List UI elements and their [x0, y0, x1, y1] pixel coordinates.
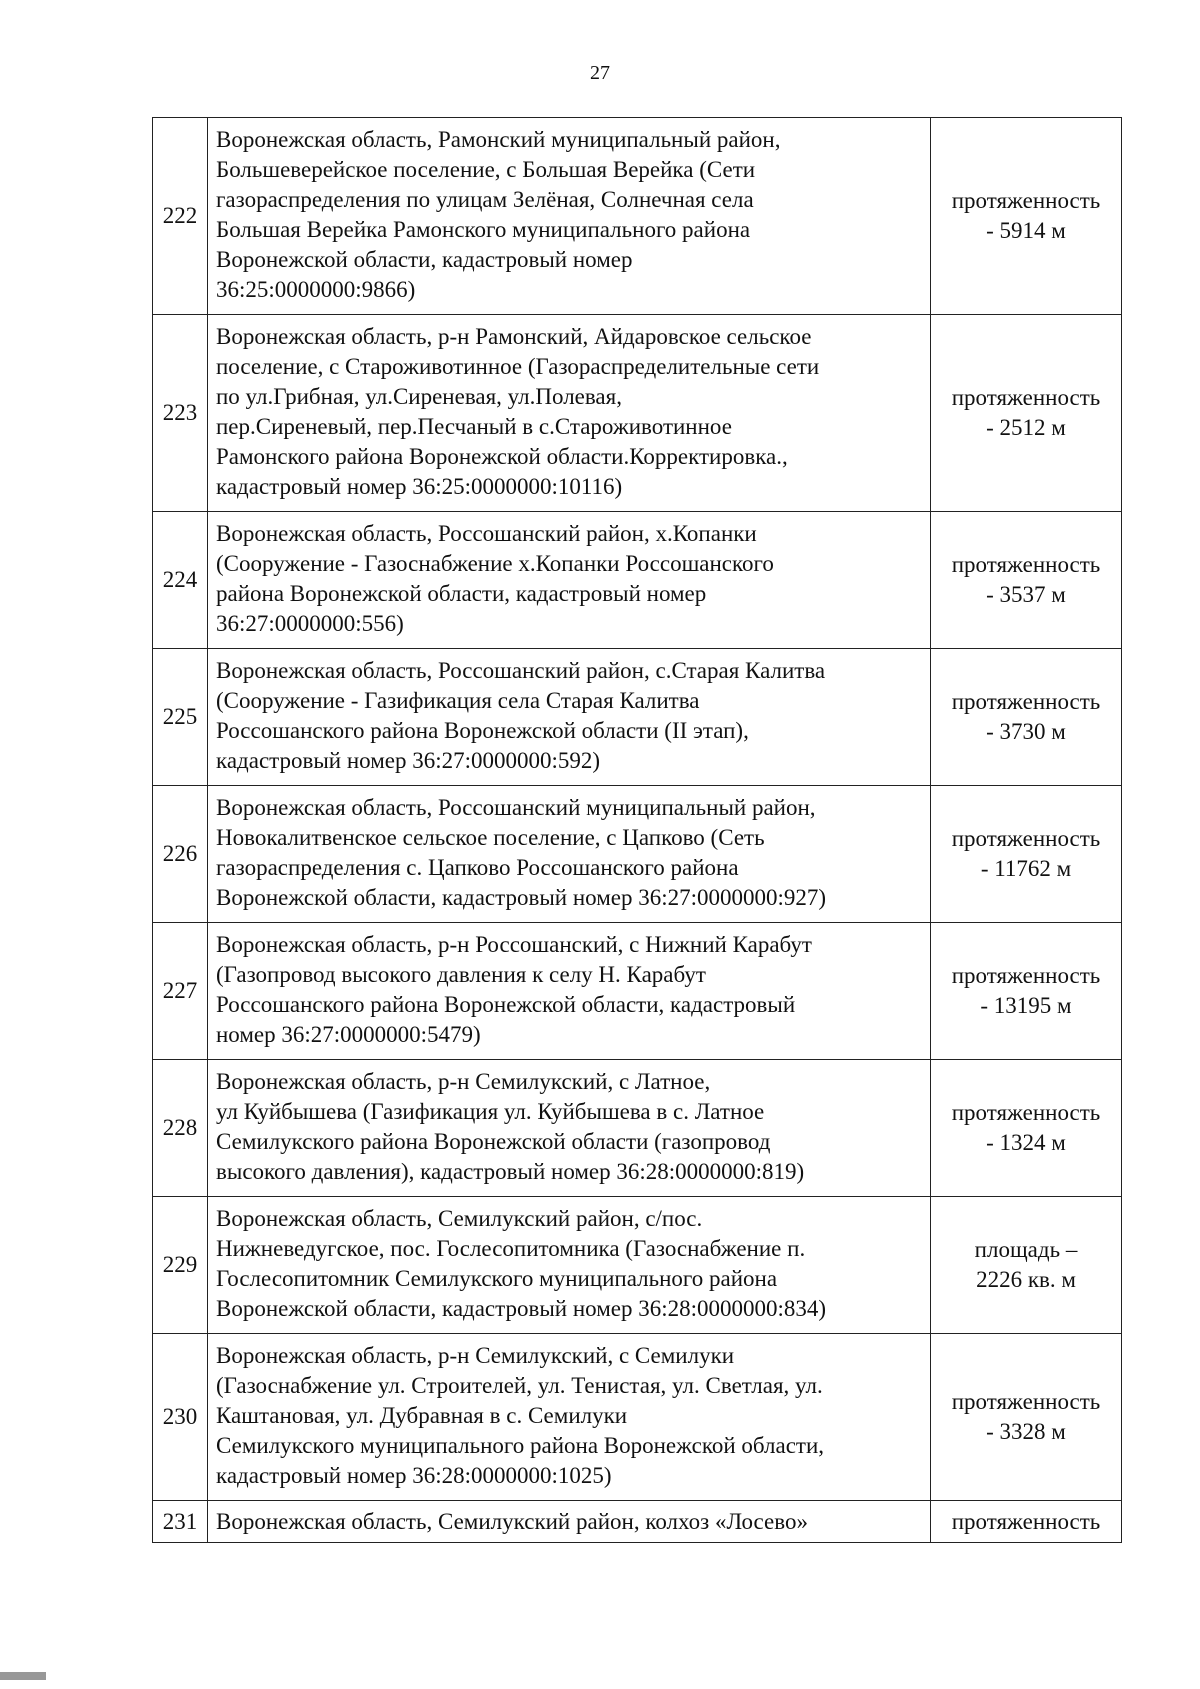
description-line: поселение, с Староживотинное (Газораспределительные сети — [216, 354, 820, 379]
registry-table-body — [153, 118, 1122, 1543]
row-number: 223 — [153, 315, 208, 512]
description-line: Россошанского района Воронежской области, кадастровый — [216, 992, 796, 1017]
object-measure — [931, 1334, 1122, 1501]
description-line: Воронежской области, кадастровый номер — [216, 247, 633, 272]
table-row — [153, 1197, 1122, 1334]
description-line: (Сооружение - Газификация села Старая Калитва — [216, 688, 700, 713]
object-description — [208, 315, 931, 512]
object-measure — [931, 786, 1122, 923]
measure-line: протяженность — [951, 552, 1101, 577]
description-line: 36:27:0000000:556) — [216, 611, 404, 636]
measure-line: - 13195 м — [980, 993, 1072, 1018]
measure-line: протяженность — [951, 826, 1101, 851]
measure-line: протяженность — [951, 963, 1101, 988]
table-row — [153, 1501, 1122, 1543]
description-line: Большая Верейка Рамонского муниципального района — [216, 217, 751, 242]
table-row — [153, 649, 1122, 786]
page-number: 27 — [590, 62, 610, 84]
description-line: (Газоснабжение ул. Строителей, ул. Тенистая, ул. Светлая, ул. — [216, 1373, 823, 1398]
measure-line: 2226 кв. м — [976, 1267, 1076, 1292]
measure-line: - 3537 м — [986, 582, 1066, 607]
description-line: кадастровый номер 36:28:0000000:1025) — [216, 1463, 612, 1488]
description-line: Воронежская область, Семилукский район, с/пос. — [216, 1206, 703, 1231]
description-line: газораспределения с. Цапково Россошанского района — [216, 855, 739, 880]
scan-artifact — [0, 1672, 46, 1680]
object-description — [208, 786, 931, 923]
registry-table — [152, 117, 1122, 1543]
table-row — [153, 786, 1122, 923]
description-line: по ул.Грибная, ул.Сиреневая, ул.Полевая, — [216, 384, 622, 409]
description-line: Россошанского района Воронежской области (II этап), — [216, 718, 749, 743]
description-line: Нижневедугское, пос. Гослесопитомника (Газоснабжение п. — [216, 1236, 806, 1261]
description-line: Воронежская область, р-н Россошанский, с Нижний Карабут — [216, 932, 812, 957]
measure-line: площадь – — [974, 1237, 1078, 1262]
object-measure — [931, 923, 1122, 1060]
measure-line: - 3328 м — [986, 1419, 1066, 1444]
description-line: Воронежская область, Рамонский муниципальный район, — [216, 127, 781, 152]
description-line: Каштановая, ул. Дубравная в с. Семилуки — [216, 1403, 628, 1428]
object-description — [208, 1060, 931, 1197]
row-number: 229 — [153, 1197, 208, 1334]
description-line: Семилукского муниципального района Воронежской области, — [216, 1433, 825, 1458]
description-line: Воронежская область, Россошанский район, с.Старая Калитва — [216, 658, 826, 683]
description-line: Воронежская область, Россошанский муниципальный район, — [216, 795, 816, 820]
description-line: высокого давления), кадастровый номер 36:28:0000000:819) — [216, 1159, 805, 1184]
object-description — [208, 512, 931, 649]
row-number: 225 — [153, 649, 208, 786]
measure-line: - 2512 м — [986, 415, 1066, 440]
row-number: 227 — [153, 923, 208, 1060]
measure-line: протяженность — [951, 1100, 1101, 1125]
table-row — [153, 315, 1122, 512]
object-description — [208, 1197, 931, 1334]
row-number: 231 — [153, 1501, 208, 1543]
description-line: Семилукского района Воронежской области (газопровод — [216, 1129, 771, 1154]
object-measure — [931, 512, 1122, 649]
description-line: Воронежская область, Россошанский район, х.Копанки — [216, 521, 757, 546]
measure-line: - 5914 м — [986, 218, 1066, 243]
row-number: 228 — [153, 1060, 208, 1197]
object-description — [208, 1334, 931, 1501]
object-description — [208, 923, 931, 1060]
table-row — [153, 118, 1122, 315]
description-line: Воронежская область, р-н Семилукский, с Семилуки — [216, 1343, 735, 1368]
description-line: ул Куйбышева (Газификация ул. Куйбышева в с. Латное — [216, 1099, 765, 1124]
measure-line: - 1324 м — [986, 1130, 1066, 1155]
description-line: номер 36:27:0000000:5479) — [216, 1022, 481, 1047]
row-number: 222 — [153, 118, 208, 315]
description-line: Воронежской области, кадастровый номер 36:27:0000000:927) — [216, 885, 827, 910]
description-line: района Воронежской области, кадастровый номер — [216, 581, 707, 606]
object-measure — [931, 118, 1122, 315]
description-line: кадастровый номер 36:25:0000000:10116) — [216, 474, 623, 499]
measure-line: протяженность — [951, 188, 1101, 213]
object-measure — [931, 1197, 1122, 1334]
object-measure — [931, 1501, 1122, 1543]
table-row — [153, 512, 1122, 649]
measure-line: - 11762 м — [980, 856, 1072, 881]
description-line: Воронежская область, Семилукский район, колхоз «Лосево» — [216, 1508, 808, 1534]
description-line: Большеверейское поселение, с Большая Верейка (Сети — [216, 157, 756, 182]
table-row — [153, 1334, 1122, 1501]
row-number: 224 — [153, 512, 208, 649]
object-description — [208, 1501, 931, 1543]
table-row — [153, 923, 1122, 1060]
description-line: Воронежской области, кадастровый номер 36:28:0000000:834) — [216, 1296, 827, 1321]
description-line: (Газопровод высокого давления к селу Н. Карабут — [216, 962, 706, 987]
measure-line: протяженность — [951, 689, 1101, 714]
description-line: кадастровый номер 36:27:0000000:592) — [216, 748, 601, 773]
measure-line: протяженность — [951, 1508, 1101, 1534]
measure-line: протяженность — [951, 1389, 1101, 1414]
object-description — [208, 649, 931, 786]
measure-line: протяженность — [951, 385, 1101, 410]
object-measure — [931, 1060, 1122, 1197]
description-line: Воронежская область, р-н Семилукский, с Латное, — [216, 1069, 711, 1094]
description-line: Гослесопитомник Семилукского муниципального района — [216, 1266, 778, 1291]
description-line: 36:25:0000000:9866) — [216, 277, 416, 302]
object-measure — [931, 315, 1122, 512]
description-line: Новокалитвенское сельское поселение, с Цапково (Сеть — [216, 825, 765, 850]
description-line: (Сооружение - Газоснабжение х.Копанки Россошанского — [216, 551, 774, 576]
table-row — [153, 1060, 1122, 1197]
object-measure — [931, 649, 1122, 786]
object-description — [208, 118, 931, 315]
measure-line: - 3730 м — [986, 719, 1066, 744]
description-line: пер.Сиреневый, пер.Песчаный в с.Староживотинное — [216, 414, 732, 439]
description-line: Рамонского района Воронежской области.Корректировка., — [216, 444, 788, 469]
description-line: Воронежская область, р-н Рамонский, Айдаровское сельское — [216, 324, 812, 349]
row-number: 230 — [153, 1334, 208, 1501]
row-number: 226 — [153, 786, 208, 923]
description-line: газораспределения по улицам Зелёная, Солнечная села — [216, 187, 754, 212]
